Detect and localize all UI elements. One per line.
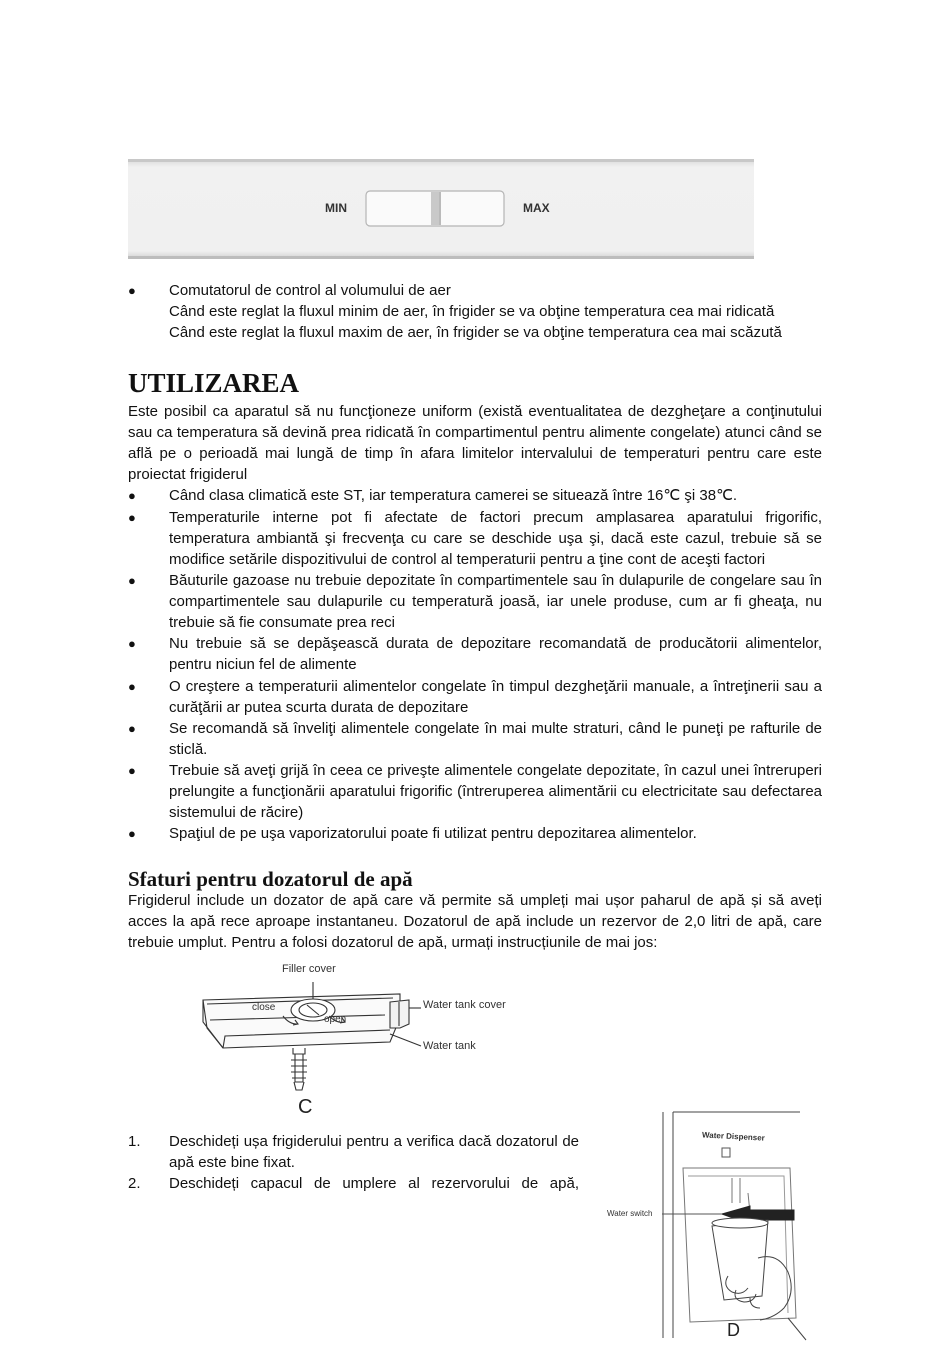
water-tank-figure <box>195 958 525 1123</box>
usage-bullet-7: Trebuie să aveţi grijă în ceea ce priveşte alimentele congelate depozitate, în cazul unei întreruperi prelungite a funcţionării aparatului frigorific (întreruperea alimentării cu electricitate sau defectarea sistemului de răcire) <box>169 762 822 821</box>
bullet-marker: ● <box>128 679 136 694</box>
usage-bullet-3: Băuturile gazoase nu trebuie depozitate în compartimentele sau în dulapurile de congelare sau în compartimentele sau dulapurile cu temperatură joasă, iar unele produse, cum ar fi gheaţa, nu trebuie să fie consumate prea reci <box>169 572 822 631</box>
usage-heading: UTILIZAREA <box>128 368 300 398</box>
usage-bullet-5: O creştere a temperaturii alimentelor congelate în timpul dezgheţării manuale, a întreţinerii sau a curăţării ar putea scurta durata de depozitare <box>169 678 822 716</box>
control-panel-illustration <box>128 159 754 259</box>
dispenser-intro: Frigiderul include un dozator de apă care vă permite să umpleți mai ușor paharul de apă și să aveți acces la apă rece aproape instantaneu. Dozatorul de apă include un rezervor de 2,0 litri de apă, care trebuie umplut. Pentru a folosi dozatorul de apă, urmați instrucțiunile de mai jos: <box>128 892 822 951</box>
dispenser-heading: Sfaturi pentru dozatorul de apă <box>128 867 413 891</box>
figure-d-letter: D <box>727 1320 740 1340</box>
bullet-marker: ● <box>128 721 136 736</box>
bullet-marker: ● <box>128 573 136 588</box>
bullet-marker: ● <box>128 636 136 651</box>
bullet-marker: ● <box>128 763 136 778</box>
water-dispenser-figure <box>600 1108 830 1346</box>
usage-bullet-1: Când clasa climatică este ST, iar temperatura camerei se situează între 16℃ şi 38℃. <box>169 487 738 504</box>
min-label: MIN <box>325 201 347 215</box>
step-1-text: Deschideți ușa frigiderului pentru a verifica dacă dozatorul de apă este bine fixat. <box>169 1133 579 1171</box>
step-2-number: 2. <box>128 1175 141 1192</box>
air-switch-title: Comutatorul de control al volumului de aer <box>169 282 451 299</box>
bullet-marker: ● <box>128 283 136 298</box>
water-dispenser-label: Water Dispenser <box>701 1130 766 1143</box>
bullet-marker: ● <box>128 488 136 503</box>
usage-bullet-2: Temperaturile interne pot fi afectate de factori precum amplasarea aparatului frigorific, temperatura ambiantă şi frecvenţa cu care se deschide uşa şi, dacă este cazul, trebuie să se modifice setările dispozitivului de control al temperaturii pentru a ţine cont de aceşti factori <box>169 509 822 568</box>
water-tank-cover-label: Water tank cover <box>423 999 506 1011</box>
air-switch-max-text: Când este reglat la fluxul maxim de aer, în frigider se va obţine temperatura cea mai scăzută <box>169 324 782 341</box>
open-label: open <box>324 1014 347 1025</box>
usage-bullet-8: Spaţiul de pe uşa vaporizatorului poate fi utilizat pentru depozitarea alimentelor. <box>169 825 697 842</box>
usage-intro: Este posibil ca aparatul să nu funcţioneze uniform (există eventualitatea de dezgheţare a conţinutului sau ca temperatura să devină prea ridicată în compartimentul pentru alimente congelate) atunci când se află pe o perioadă mai lungă de timp în afara limitelor intervalului de temperaturi pentru care este proiectat frigiderul <box>128 403 822 483</box>
bullet-marker: ● <box>128 826 136 841</box>
bullet-marker: ● <box>128 510 136 525</box>
figure-c-letter: C <box>298 1096 313 1118</box>
close-label: close <box>252 1002 276 1013</box>
step-2-text: Deschideți capacul de umplere al rezervorului de apă, <box>169 1175 579 1192</box>
water-tank-label: Water tank <box>423 1040 476 1052</box>
usage-bullet-6: Se recomandă să înveliţi alimentele congelate în mai multe straturi, când le puneţi pe rafturile de sticlă. <box>169 720 822 758</box>
usage-bullet-4: Nu trebuie să se depăşească durata de depozitare recomandată de producătorii alimentelor, pentru niciun fel de alimente <box>169 635 822 673</box>
air-switch-min-text: Când este reglat la fluxul minim de aer, în frigider se va obţine temperatura cea mai ridicată <box>169 303 775 320</box>
control-panel-figure <box>128 159 754 259</box>
max-label: MAX <box>523 201 550 215</box>
water-dispenser-illustration <box>600 1108 830 1346</box>
step-1-number: 1. <box>128 1133 141 1150</box>
water-switch-label: Water switch <box>607 1209 653 1218</box>
filler-cover-label: Filler cover <box>282 963 336 975</box>
